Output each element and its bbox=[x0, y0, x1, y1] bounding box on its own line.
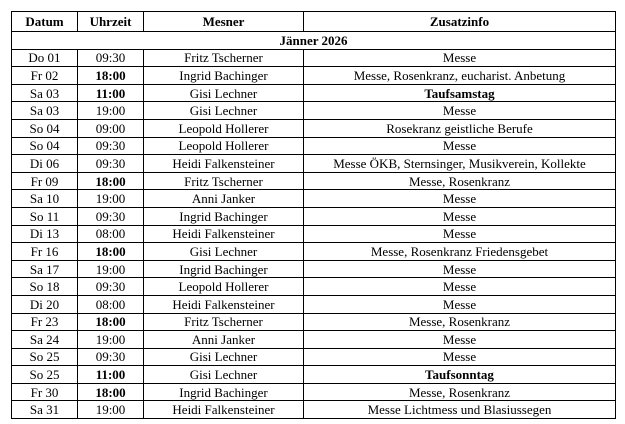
cell-datum: Fr 09 bbox=[12, 172, 78, 190]
header-row bbox=[12, 12, 616, 32]
header-mesner: Mesner bbox=[144, 12, 304, 32]
cell-zusatzinfo: Messe, Rosenkranz bbox=[304, 383, 616, 401]
table-row bbox=[12, 84, 616, 102]
cell-zusatzinfo: Messe bbox=[304, 137, 616, 155]
cell-datum: So 18 bbox=[12, 278, 78, 296]
cell-datum: Fr 02 bbox=[12, 67, 78, 85]
cell-zusatzinfo: Messe bbox=[304, 295, 616, 313]
cell-zusatzinfo: Taufsamstag bbox=[304, 84, 616, 102]
table-row bbox=[12, 190, 616, 208]
cell-mesner: Gisi Lechner bbox=[144, 84, 304, 102]
table-row bbox=[12, 67, 616, 85]
cell-uhrzeit: 18:00 bbox=[78, 67, 144, 85]
cell-uhrzeit: 18:00 bbox=[78, 313, 144, 331]
cell-datum: Di 06 bbox=[12, 155, 78, 173]
cell-uhrzeit: 08:00 bbox=[78, 295, 144, 313]
cell-mesner: Heidi Falkensteiner bbox=[144, 225, 304, 243]
month-title: Jänner 2026 bbox=[12, 32, 616, 50]
cell-datum: Fr 30 bbox=[12, 383, 78, 401]
cell-mesner: Leopold Hollerer bbox=[144, 137, 304, 155]
cell-mesner: Gisi Lechner bbox=[144, 348, 304, 366]
cell-uhrzeit: 19:00 bbox=[78, 401, 144, 419]
cell-mesner: Leopold Hollerer bbox=[144, 278, 304, 296]
cell-datum: Sa 10 bbox=[12, 190, 78, 208]
cell-datum: So 25 bbox=[12, 366, 78, 384]
table-row bbox=[12, 225, 616, 243]
cell-zusatzinfo: Messe ÖKB, Sternsinger, Musikverein, Kollekte bbox=[304, 155, 616, 173]
cell-datum: Sa 03 bbox=[12, 84, 78, 102]
cell-datum: Sa 03 bbox=[12, 102, 78, 120]
cell-uhrzeit: 19:00 bbox=[78, 260, 144, 278]
cell-mesner: Anni Janker bbox=[144, 331, 304, 349]
table-row bbox=[12, 243, 616, 261]
cell-uhrzeit: 11:00 bbox=[78, 366, 144, 384]
table-row bbox=[12, 137, 616, 155]
cell-datum: Sa 17 bbox=[12, 260, 78, 278]
table-row bbox=[12, 119, 616, 137]
table-row bbox=[12, 295, 616, 313]
table-row bbox=[12, 401, 616, 419]
table-row bbox=[12, 207, 616, 225]
cell-datum: Di 20 bbox=[12, 295, 78, 313]
cell-mesner: Fritz Tscherner bbox=[144, 49, 304, 67]
cell-zusatzinfo: Messe bbox=[304, 260, 616, 278]
cell-zusatzinfo: Messe bbox=[304, 207, 616, 225]
cell-mesner: Heidi Falkensteiner bbox=[144, 155, 304, 173]
header-uhrzeit: Uhrzeit bbox=[78, 12, 144, 32]
cell-uhrzeit: 09:30 bbox=[78, 207, 144, 225]
table-row bbox=[12, 348, 616, 366]
cell-uhrzeit: 09:30 bbox=[78, 49, 144, 67]
cell-mesner: Heidi Falkensteiner bbox=[144, 295, 304, 313]
cell-uhrzeit: 09:30 bbox=[78, 348, 144, 366]
cell-mesner: Leopold Hollerer bbox=[144, 119, 304, 137]
table-row bbox=[12, 102, 616, 120]
cell-zusatzinfo: Messe bbox=[304, 49, 616, 67]
cell-zusatzinfo: Taufsonntag bbox=[304, 366, 616, 384]
cell-mesner: Fritz Tscherner bbox=[144, 172, 304, 190]
cell-zusatzinfo: Messe, Rosenkranz bbox=[304, 172, 616, 190]
cell-datum: Fr 23 bbox=[12, 313, 78, 331]
cell-mesner: Heidi Falkensteiner bbox=[144, 401, 304, 419]
cell-zusatzinfo: Messe bbox=[304, 225, 616, 243]
cell-datum: Di 13 bbox=[12, 225, 78, 243]
cell-zusatzinfo: Messe bbox=[304, 190, 616, 208]
cell-uhrzeit: 09:30 bbox=[78, 155, 144, 173]
table-row bbox=[12, 155, 616, 173]
cell-uhrzeit: 09:00 bbox=[78, 119, 144, 137]
cell-mesner: Ingrid Bachinger bbox=[144, 67, 304, 85]
header-zusatzinfo: Zusatzinfo bbox=[304, 12, 616, 32]
cell-zusatzinfo: Messe, Rosenkranz, eucharist. Anbetung bbox=[304, 67, 616, 85]
cell-uhrzeit: 18:00 bbox=[78, 243, 144, 261]
header-datum: Datum bbox=[12, 12, 78, 32]
cell-zusatzinfo: Rosekranz geistliche Berufe bbox=[304, 119, 616, 137]
cell-mesner: Ingrid Bachinger bbox=[144, 207, 304, 225]
table-row bbox=[12, 49, 616, 67]
table-row bbox=[12, 383, 616, 401]
cell-mesner: Gisi Lechner bbox=[144, 366, 304, 384]
cell-uhrzeit: 09:30 bbox=[78, 137, 144, 155]
cell-mesner: Gisi Lechner bbox=[144, 102, 304, 120]
cell-datum: Fr 16 bbox=[12, 243, 78, 261]
cell-mesner: Ingrid Bachinger bbox=[144, 260, 304, 278]
cell-uhrzeit: 19:00 bbox=[78, 331, 144, 349]
cell-zusatzinfo: Messe Lichtmess und Blasiussegen bbox=[304, 401, 616, 419]
cell-datum: So 11 bbox=[12, 207, 78, 225]
cell-datum: So 04 bbox=[12, 137, 78, 155]
cell-uhrzeit: 18:00 bbox=[78, 172, 144, 190]
cell-datum: So 04 bbox=[12, 119, 78, 137]
cell-uhrzeit: 19:00 bbox=[78, 102, 144, 120]
cell-zusatzinfo: Messe bbox=[304, 348, 616, 366]
cell-uhrzeit: 19:00 bbox=[78, 190, 144, 208]
table-row bbox=[12, 331, 616, 349]
cell-mesner: Anni Janker bbox=[144, 190, 304, 208]
table-row bbox=[12, 172, 616, 190]
cell-uhrzeit: 18:00 bbox=[78, 383, 144, 401]
cell-mesner: Ingrid Bachinger bbox=[144, 383, 304, 401]
cell-datum: Sa 31 bbox=[12, 401, 78, 419]
cell-mesner: Gisi Lechner bbox=[144, 243, 304, 261]
cell-datum: So 25 bbox=[12, 348, 78, 366]
cell-datum: Do 01 bbox=[12, 49, 78, 67]
cell-zusatzinfo: Messe bbox=[304, 278, 616, 296]
table-row bbox=[12, 366, 616, 384]
cell-zusatzinfo: Messe bbox=[304, 331, 616, 349]
cell-uhrzeit: 08:00 bbox=[78, 225, 144, 243]
cell-zusatzinfo: Messe bbox=[304, 102, 616, 120]
month-row bbox=[12, 32, 616, 50]
table-row bbox=[12, 278, 616, 296]
cell-mesner: Fritz Tscherner bbox=[144, 313, 304, 331]
cell-zusatzinfo: Messe, Rosenkranz Friedensgebet bbox=[304, 243, 616, 261]
table-row bbox=[12, 313, 616, 331]
mesner-schedule-table bbox=[11, 11, 616, 419]
cell-zusatzinfo: Messe, Rosenkranz bbox=[304, 313, 616, 331]
table-row bbox=[12, 260, 616, 278]
cell-uhrzeit: 09:30 bbox=[78, 278, 144, 296]
cell-datum: Sa 24 bbox=[12, 331, 78, 349]
cell-uhrzeit: 11:00 bbox=[78, 84, 144, 102]
